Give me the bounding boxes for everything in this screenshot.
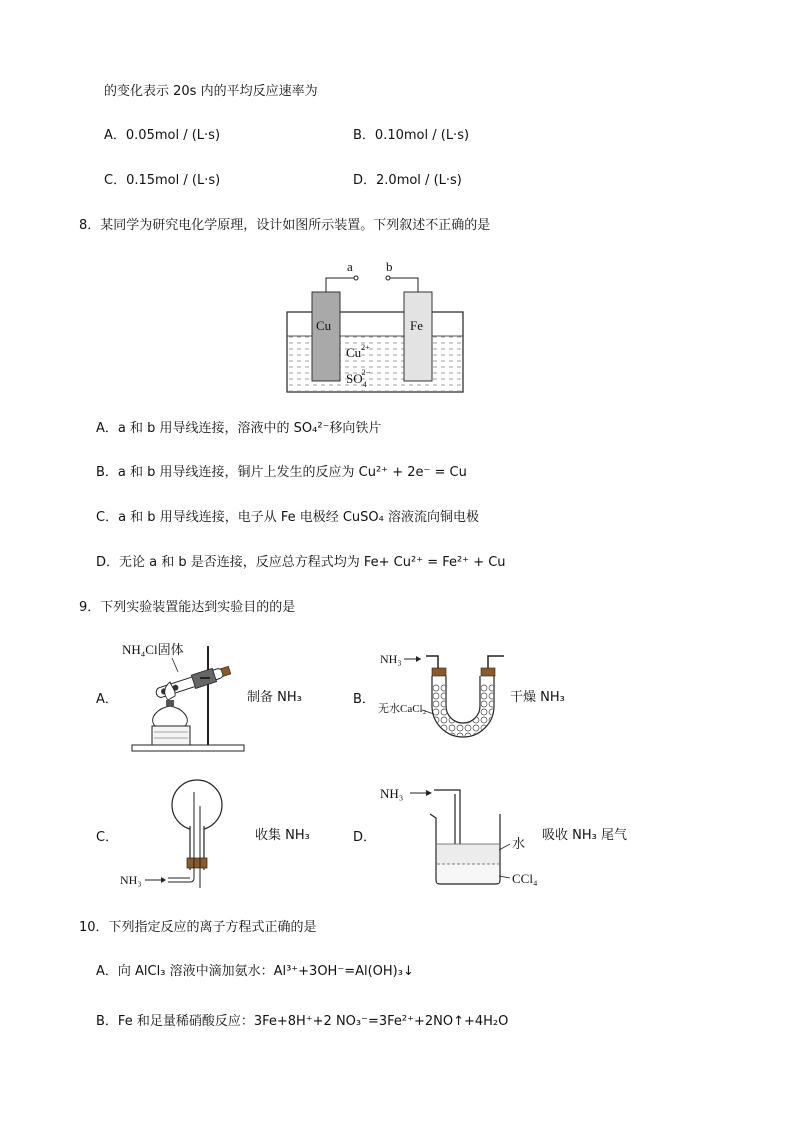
q8-option-b-text: a 和 b 用导线连接，铜片上发生的反应为 Cu²⁺ + 2e⁻ = Cu xyxy=(117,465,467,480)
q9-d-water-layer xyxy=(437,844,499,864)
q8-ion-cu: $Cu^{2+}$ xyxy=(346,343,370,360)
q9-b-caption: 干燥 NH₃ xyxy=(510,690,565,705)
q9-d-beaker xyxy=(378,780,548,895)
q8-option-d xyxy=(96,555,506,571)
q8-terminal-b xyxy=(386,276,390,280)
q9-d-label-water: 水 xyxy=(512,836,526,851)
q7-option-c xyxy=(104,173,220,189)
q7-option-b xyxy=(353,128,469,144)
q7-option-d xyxy=(353,173,462,189)
q8-option-a-text: a 和 b 用导线连接，溶液中的 SO₄²⁻移向铁片 xyxy=(117,421,382,436)
q7-option-a xyxy=(104,128,220,144)
q8-option-a-letter: A． xyxy=(96,421,118,436)
q9-b-letter: B． xyxy=(353,692,375,707)
q8-electrode-cu xyxy=(312,292,340,381)
q9-d-label-ccl4: CCl₄ xyxy=(512,871,538,886)
q9-d-caption: 吸收 NH₃ 尾气 xyxy=(542,828,627,843)
q7-option-b-letter: B． xyxy=(353,128,375,143)
q8-electrode-fe-label: Fe xyxy=(410,318,423,333)
q8-terminal-a xyxy=(354,276,358,280)
q7-option-c-text: 0.15mol / (L·s) xyxy=(126,173,221,188)
q8-electrode-cu-label: Cu xyxy=(316,318,332,333)
q9-c-letter: C． xyxy=(96,830,119,845)
q7-stem-tail: 的变化表示 20s 内的平均反应速率为 xyxy=(104,84,318,99)
q9-b-label-cacl2: 无水CaCl₂ xyxy=(378,703,427,715)
q8-option-c xyxy=(96,510,479,526)
q8-stem: 8．某同学为研究电化学原理，设计如图所示装置。下列叙述不正确的是 xyxy=(79,218,491,233)
q9-a-letter: A． xyxy=(96,692,118,707)
q8-electrode-fe xyxy=(404,292,432,381)
q9-b-u-tube xyxy=(376,644,516,744)
q8-option-c-letter: C． xyxy=(96,510,119,525)
q7-option-a-letter: A． xyxy=(104,128,126,143)
q10-option-b-text: Fe 和足量稀硝酸反应：3Fe+8H⁺+2 NO₃⁻=3Fe²⁺+2NO↑+4H₂O xyxy=(117,1014,509,1029)
q9-d-letter: D． xyxy=(353,830,377,845)
q9-c-round-flask xyxy=(172,780,222,830)
q8-option-d-letter: D． xyxy=(96,555,120,570)
q7-option-d-text: 2.0mol / (L·s) xyxy=(376,173,462,188)
q9-d-ccl4-layer xyxy=(437,864,499,883)
q10-option-a-text: 向 AlCl₃ 溶液中滴加氨水：Al³⁺+3OH⁻=Al(OH)₃↓ xyxy=(117,964,414,979)
q7-option-d-letter: D． xyxy=(353,173,377,188)
q9-c-flask xyxy=(118,778,248,893)
q7-option-a-text: 0.05mol / (L·s) xyxy=(125,128,221,143)
q10-stem: 10．下列指定反应的离子方程式正确的是 xyxy=(79,920,317,935)
q9-c-label-nh3: NH₃ xyxy=(120,873,142,887)
q8-option-b xyxy=(96,465,467,481)
q8-electrochem-figure xyxy=(280,256,470,396)
q8-option-a xyxy=(96,421,381,437)
q9-c-caption: 收集 NH₃ xyxy=(255,828,310,843)
q9-a-caption: 制备 NH₃ xyxy=(247,690,302,705)
q9-b-label-nh3: NH₃ xyxy=(380,652,402,666)
q7-option-c-letter: C． xyxy=(104,173,127,188)
q9-a-wood-block xyxy=(152,726,190,745)
q9-a-label-nh4cl: NH₄Cl固体 xyxy=(122,642,184,657)
q8-label-a: a xyxy=(347,259,353,274)
q9-d-label-nh3: NH₃ xyxy=(380,786,404,801)
q9-a-alcohol-lamp xyxy=(153,706,188,726)
q8-label-b: b xyxy=(386,259,393,274)
q8-ion-so4: $SO_42-$ xyxy=(346,368,371,389)
q8-option-c-text: a 和 b 用导线连接，电子从 Fe 电极经 CuSO₄ 溶液流向铜电极 xyxy=(118,510,479,525)
q10-option-a-letter: A． xyxy=(96,964,118,979)
q9-c-stopper xyxy=(187,858,207,868)
q8-option-b-letter: B． xyxy=(96,465,118,480)
q9-stem: 9．下列实验装置能达到实验目的的是 xyxy=(79,600,296,615)
q7-option-b-text: 0.10mol / (L·s) xyxy=(374,128,470,143)
q9-a-heating-apparatus xyxy=(120,638,250,756)
q8-wire-a xyxy=(326,278,354,292)
q10-option-b-letter: B． xyxy=(96,1014,118,1029)
q8-wire-b xyxy=(390,278,418,292)
q10-option-a xyxy=(96,964,414,980)
q8-option-d-text: 无论 a 和 b 是否连接，反应总方程式均为 Fe+ Cu²⁺ = Fe²⁺ + Cu xyxy=(119,555,506,570)
q10-option-b xyxy=(96,1014,508,1030)
